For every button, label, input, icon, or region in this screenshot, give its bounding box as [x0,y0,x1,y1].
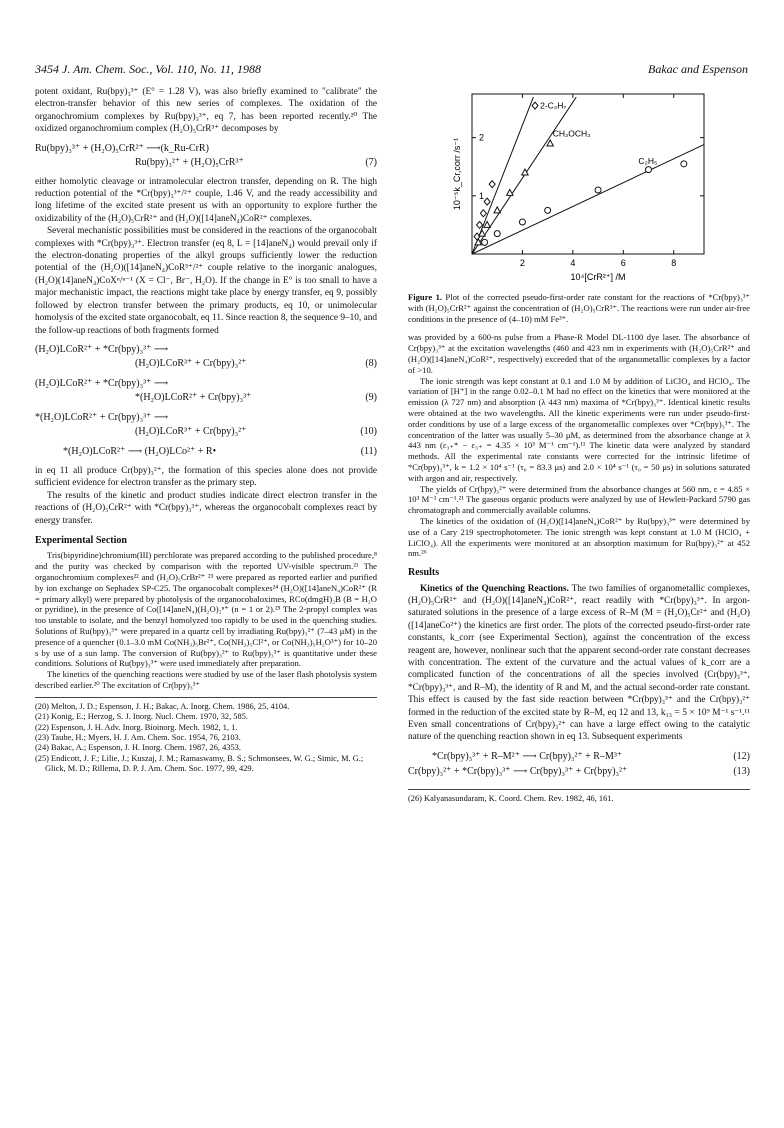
x-tick-label: 4 [570,258,576,268]
right-column [408,86,750,804]
equation-9 [35,377,377,405]
equation-lhs: (H₂O)LCoR²⁺ + *Cr(bpy)₃³⁺ ⟶ [35,377,169,389]
x-tick-label: 6 [620,258,626,268]
data-point-triangle [547,140,553,146]
fit-line [472,145,704,254]
reference: (23) Taube, H.; Myers, H. J. Am. Chem. Soc. 1954, 76, 2103. [35,732,241,742]
y-tick-label: 2 [479,132,485,143]
y-axis-label: 10⁻⁵k_Cr,corr /s⁻¹ [452,137,462,211]
data-point-diamond [484,198,490,205]
x-axis-label: 10⁴[CrR²⁺] /M [570,272,626,282]
paragraph: The ionic strength was kept constant at 0.1 and 1.0 M by addition of LiClO₄ and HClO₄. The variation of [H⁺] in the range 0.02–0.1 M had no effect on the kinetics that were monitored at the emission (λ 727 nm) and absorption (λ 443 nm) maxima of *Cr(bpy)₃³⁺. Identical kinetic results were obtained at the two wavelengths. All the kinetic experiments were run under pseudo-first-order conditions by use of a large excess of the organometallic complexes over *Cr(bpy)₃³⁺. The concentration of the latter was usually 5–30 μM, as determined from the absorbance change at λ 443 nm (ε₃₊* − ε₃₊ = 4.35 × 10³ M⁻¹ cm⁻¹).¹¹ The kinetic data were analyzed by standard methods. All the experimental rate constants were corrected for the intrinsic lifetime of *Cr(bpy)₃³⁺, k = 1.2 × 10⁴ s⁻¹ (τ₀ = 83.3 μs) and 2.0 × 10⁴ s⁻¹ (τ₀ = 50 μs) in solutions saturated with argon and air, respectively. [408,375,750,483]
data-point-circle [494,231,500,237]
equation-rhs: Ru(bpy)₃²⁺ + (H₂O)₅CrR³⁺ [135,156,244,168]
reference: (20) Melton, J. D.; Espenson, J. H.; Bakac, A. Inorg. Chem. 1986, 25, 4104. [35,701,290,711]
equation-body: Cr(bpy)₃²⁺ + *Cr(bpy)₃³⁺ ⟶ Cr(bpy)₃³⁺ + Cr(bpy)₃²⁺ [408,766,628,778]
equation-lhs: (H₂O)LCoR²⁺ + *Cr(bpy)₃³⁺ ⟶ [35,343,169,355]
reference: (25) Endicott, J. F.; Lilie, J.; Kuszaj, J. M.; Ramaswamy, B. S.; Schmonsees, W. G.; Simic, M. G.; Glick, M. D.; Rillema, D. P. J. Am. Chem. Soc. 1977, 99, 429. [35,753,364,774]
x-tick-label: 8 [671,258,677,268]
paragraph: The yields of Cr(bpy)₃²⁺ were determined from the absorbance changes at 560 nm, ε = 4.85 × 10³ M⁻¹ cm⁻¹.²¹ The gaseous organic products were analyzed by use of Hewlett-Packard 5790 gas chromatograph and commercially available columns. [408,483,750,516]
paragraph: Several mechanistic possibilities must be considered in the reactions of the organocobalt complexes with *Cr(bpy)₃³⁺. Electron transfer (eq 8, L = [14]aneN₄) would prevail only if the electron-donating properties of the alkyl groups sufficiently lower the reduction potential of the (H₂O)([14]aneN₄)CoR³⁺/²⁺ couple relative to the inorganic analogues, (H₂O)(14]aneN₄)CoXⁿ/ⁿ⁻¹ (X = Cl⁻, Br⁻, H₂O). If the change in E° is too small to have a major mechanistic impact, the reactions might take place by energy transfer, eq 9, possibly followed by electron transfer between the primary products, eq 10, or unimolecular homolysis of the excited state organocobalt, eq 11. Since reaction 8, the sequence 9–10, and the follow-up reactions of both fragments formed [35,226,377,336]
run-in-heading: Kinetics of the Quenching Reactions. [420,583,569,594]
caption-text: Plot of the corrected pseudo-first-order rate constant for the reactions of *Cr(bpy)₃³⁺ with (H₂O)₅CrR²⁺ against the concentration of (H₂O)₅CrR³⁺. The reactions were run under air-free conditions in the presence of (4–10) mM Fe³⁺. [408,292,751,324]
caption-label: Figure 1. [408,292,443,302]
data-point-diamond [477,221,483,228]
data-point-diamond [489,181,495,188]
paragraph: The kinetics of the quenching reactions were studied by use of the laser flash photolysis system described earlier.²⁰ The excitation of Cr(bpy)₃³⁺ [35,669,377,690]
equation-lhs: Ru(bpy)₃³⁺ + (H₂O)₅CrR²⁺ ⟶(k_Ru-CrR) [35,142,209,154]
paragraph: The results of the kinetic and product studies indicate direct electron transfer in the reactions of (H₂O)₅CrR²⁺ with *Cr(bpy)₃³⁺, whereas the organocobalt complexes react by energy transfer. [35,490,377,526]
data-point-circle [595,187,601,193]
equation-body: *Cr(bpy)₃³⁺ + R–M²⁺ ⟶ Cr(bpy)₃²⁺ + R–M³⁺ [432,750,623,762]
equation-11 [35,445,377,459]
footnotes [408,789,750,804]
paragraph: in eq 11 all produce Cr(bpy)₃²⁺, the formation of this species alone does not provide sufficient evidence for electron transfer as the primary step. [35,465,377,489]
figure-caption [408,292,750,324]
section-title: Results [408,567,440,579]
data-point-diamond [532,102,538,109]
equation-12 [408,751,750,763]
data-point-triangle [522,169,528,175]
data-point-circle [681,161,687,167]
data-point-circle [519,219,525,225]
paragraph: Tris(bipyridine)chromium(III) perchlorate was prepared according to the published procedure,⁸ and the purity was checked by comparison with the reported UV-visible spectrum.²¹ The organochromium complexes²² and (H₂O)₅CrBr²⁺ ²³ were prepared as reported earlier and purified by ion exchange on Sephadex SP-C25. The organocobalt complexes²⁴ (H₂O)([14]aneN₄)CoR²⁺ (R = primary alkyl) were prepared by photolysis of the organocobaloximes, RCo(dmgH)₂B (B = H₂O or pyridine), in the presence of Co([14]aneN₄)(H₂O)₂ⁿ⁺ (n = 1 or 2).²⁵ The 2-propyl complex was too unstable to isolate, and the benzyl homolyzed too rapidly to be used in the quenching studies. Solutions of Ru(bpy)₃³⁺ were prepared in a quartz cell by irradiating Ru(bpy)₃²⁺ (7–43 μM) in the presence of a quencher (0.1–3.0 mM Co(NH₃)₅Br²⁺, Co(NH₃)₅Cl²⁺, or Co(NH₃)₅H₂O³⁺) for 10–20 s by use of a sun lamp. The conversion of Ru(bpy)₃²⁺ to Ru(bpy)₃³⁺ is quantitative under these conditions. Solutions of Ru(bpy)₃³⁺ were used immediately after preparation. [35,550,377,669]
equation-number: (10) [360,425,377,437]
equation-rhs: (H₂O)LCoR³⁺ + Cr(bpy)₃²⁺ [135,357,247,369]
data-point-triangle [507,189,513,195]
section-title: Experimental Section [35,534,127,546]
equation-10 [35,411,377,439]
data-point-diamond [480,210,486,217]
equation-number: (9) [365,391,377,403]
paragraph: either homolytic cleavage or intramolecular electron transfer, depending on R. The high reduction potential of the *Cr(bpy)₃³⁺/²⁺ couple, 1.46 V, and the ready accessibility and long lifetime of the excited state present us with an opportunity to explore further the oxidizability of the (H₂O)₅CrR²⁺ and (H₂O)([14]aneN₄)CoR²⁺ complexes. [35,176,377,224]
equation-body: *(H₂O)LCoR²⁺ ⟶ (H₂O)LCo²⁺ + R• [63,445,217,457]
equation-number: (11) [360,445,377,457]
data-point-triangle [494,207,500,213]
equation-7 [35,142,377,170]
equation-13 [408,766,750,778]
equation-number: (7) [365,156,377,168]
footnotes [35,697,377,775]
series-label: 2-C₃H₇ [540,100,567,111]
data-point-circle [646,167,652,173]
figure-1-plot [434,86,724,286]
equation-rhs: (H₂O)LCoR³⁺ + Cr(bpy)₃²⁺ [135,425,247,437]
series-label: CH₂OCH₃ [552,128,591,139]
equation-rhs: *(H₂O)LCoR²⁺ + Cr(bpy)₃³⁺ [135,391,252,403]
equation-8 [35,343,377,371]
paragraph: was provided by a 600-ns pulse from a Phase-R Model DL-1100 dye laser. The absorbance of Cr(bpy)₃³⁺ at the excitation wavelengths (460 and 423 nm in experiments with (H₂O)₅CrR²⁺ and (H₂O)([14]aneN₄)CoR²⁺, respectively) exceeded that of the organometallic complexes by a factor of >10. [408,332,750,375]
equation-number: (13) [733,766,750,778]
paragraph-text: The two families of organometallic complexes, (H₂O)₅CrR²⁺ and (H₂O)([14]aneN₄)CoR²⁺, react readily with *Cr(bpy)₃³⁺. In argon-saturated solutions in the presence of a large excess of R–M (M = (H₂O)₅Cr²⁺ and (H₂O)([14]aneCo²⁺) the kinetics are first order. The plots of the corrected pseudo-first-order rate constants, k_corr (see Experimental Section), against the concentration of the excess reagent are, however, nonlinear such that the apparent second-order rate constant decreases with concentration. The extent of the curvature and the actual values of k_corr are a complicated function of the concentrations of all the species involved (Cr(bpy)₃³⁺, *Cr(bpy)₃³⁺, and R–M), the identity of R and M, and the actual second-order rate constant. This effect is caused by the fast side reaction between *Cr(bpy)₃³⁺ and the Cr(bpy)₃²⁺ formed in the reduction of the excited state by R–M, eq 12 and 13, k₁₃ = 5 × 10⁹ M⁻¹ s⁻¹.¹¹ Even small concentrations of Cr(bpy)₃²⁺ can have a large effect owing to the catalytic nature of the quenching reaction shown in eq 13. Subsequent experiments [408,583,751,743]
data-point-circle [482,239,488,245]
x-tick-label: 2 [519,258,525,268]
data-point-circle [545,207,551,213]
figure-1 [434,86,724,286]
reference: (26) Kalyanasundaram, K. Coord. Chem. Rev. 1982, 46, 161. [408,793,614,803]
equation-number: (8) [365,357,377,369]
equation-number: (12) [733,750,750,762]
reference: (24) Bakac, A.; Espenson, J. H. Inorg. Chem. 1987, 26, 4353. [35,743,241,753]
paragraph [408,583,750,744]
running-header-right: Bakac and Espenson [648,62,748,76]
reference: (21) Konig, E.; Herzog, S. J. Inorg. Nucl. Chem. 1970, 32, 585. [35,712,248,722]
running-header-left: 3454 J. Am. Chem. Soc., Vol. 110, No. 11, 1988 [35,62,261,76]
reference: (22) Espenson, J. H. Adv. Inorg. Bioinorg. Mech. 1982, 1, 1. [35,722,238,732]
paragraph: The kinetics of the oxidation of (H₂O)([14]aneN₄)CoR²⁺ by Ru(bpy)₃³⁺ were determined by use of a Cary 219 spectrophotometer. The ionic strength was kept constant at 1.0 M (HClO₄ + LiClO₄). All the experiments were monitored at an absorption maximum for Ru(bpy)₃²⁺ at 452 nm.²⁶ [408,515,750,559]
equation-lhs: *(H₂O)LCoR²⁺ + Cr(bpy)₃³⁺ ⟶ [35,411,169,423]
plot-frame [472,94,704,254]
y-tick-label: 1 [479,190,485,201]
left-column [35,86,377,775]
paragraph: potent oxidant, Ru(bpy)₃³⁺ (E° = 1.28 V), was also briefly examined to "calibrate" the electron-transfer behavior of this new series of complexes. The oxidation of the organochromium complexes by Ru(bpy)₃³⁺, eq 7, has been reported recently.²⁰ The oxidized organochromium complex (H₂O)₅CrR³⁺ decomposes by [35,87,377,135]
series-label: C₂H₅ [638,155,658,166]
